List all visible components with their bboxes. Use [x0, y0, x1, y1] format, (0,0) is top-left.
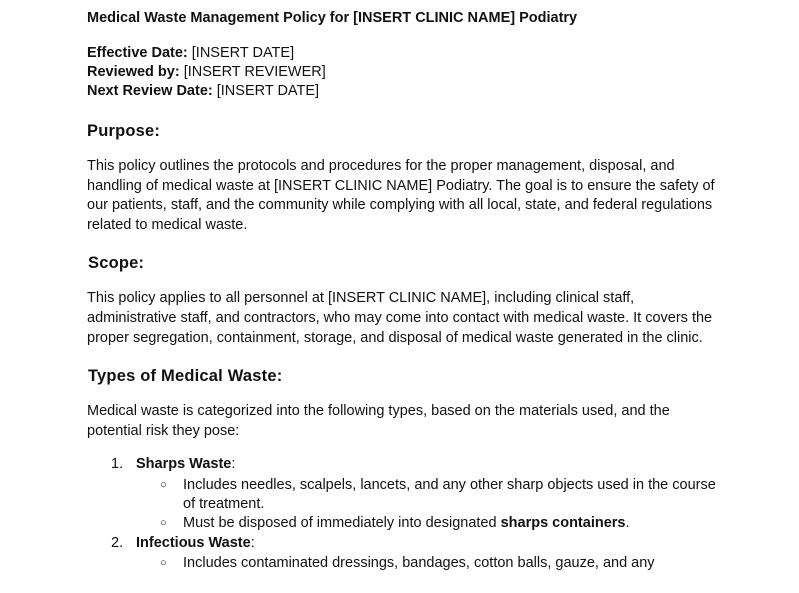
sharps-waste-title: Sharps Waste: [136, 456, 232, 473]
sub-item-text: Must be disposed of immediately into designated: [183, 515, 501, 532]
sub-item-text: Includes needles, scalpels, lancets, and any other sharp objects used in the course of treatment.: [183, 476, 716, 512]
circle-bullet-icon: ○: [160, 478, 167, 491]
circle-bullet-icon: ○: [160, 517, 167, 530]
purpose-heading: Purpose:: [87, 122, 161, 140]
types-intro-paragraph: Medical waste is categorized into the following types, based on the materials used, and the potential risk they pose:: [87, 403, 670, 439]
next-review-date-value: [INSERT DATE]: [212, 83, 320, 99]
effective-date-label: Effective Date:: [87, 45, 188, 61]
infectious-waste-title: Infectious Waste: [136, 534, 251, 551]
effective-date-value: [INSERT DATE]: [187, 45, 295, 61]
sharps-waste-colon: :: [231, 456, 236, 473]
list-item-sharps-waste: [87, 455, 727, 533]
infectious-waste-sublist: [136, 554, 727, 573]
purpose-paragraph: This policy outlines the protocols and procedures for the proper management, disposal, and handling of medical waste at [INSERT CLINIC NAME] Podiatry. The goal is to ensure the safety of our patients, staff, and the community while complying with all local, state, and federal regulations related to medical waste.: [87, 158, 715, 233]
infectious-waste-colon: :: [250, 534, 255, 551]
list-number: 1.: [111, 456, 124, 473]
document-meta: [87, 44, 727, 101]
reviewed-by-label: Reviewed by:: [87, 64, 180, 80]
sub-item-text: Includes contaminated dressings, bandages, cotton balls, gauze, and any: [183, 554, 655, 571]
sub-list-item: [136, 514, 727, 533]
list-item-infectious-waste: [87, 534, 727, 574]
circle-bullet-icon: ○: [160, 556, 167, 569]
types-heading: Types of Medical Waste:: [88, 367, 283, 386]
scope-paragraph: This policy applies to all personnel at [INSERT CLINIC NAME], including clinical staff, administrative staff, and contractors, who may come into contact with medical waste. It covers the proper segregation, containment, storage, and disposal of medical waste generated in the clinic.: [87, 290, 713, 346]
sub-item-text-end: .: [625, 515, 630, 532]
document-title: Medical Waste Management Policy for [INSERT CLINIC NAME] Podiatry: [87, 10, 578, 26]
sharps-waste-sublist: [136, 476, 727, 534]
next-review-date-line: [87, 82, 727, 101]
scope-heading: Scope:: [88, 254, 145, 273]
sharps-containers-bold: sharps containers: [500, 515, 626, 532]
waste-types-list: [87, 455, 727, 573]
document-page: [87, 8, 727, 588]
list-number: 2.: [111, 534, 124, 551]
sub-list-item: [136, 476, 727, 515]
reviewed-by-line: [87, 63, 727, 82]
reviewed-by-value: [INSERT REVIEWER]: [179, 64, 326, 80]
sub-list-item: [136, 554, 727, 573]
effective-date-line: [87, 44, 727, 63]
next-review-date-label: Next Review Date:: [87, 83, 213, 99]
